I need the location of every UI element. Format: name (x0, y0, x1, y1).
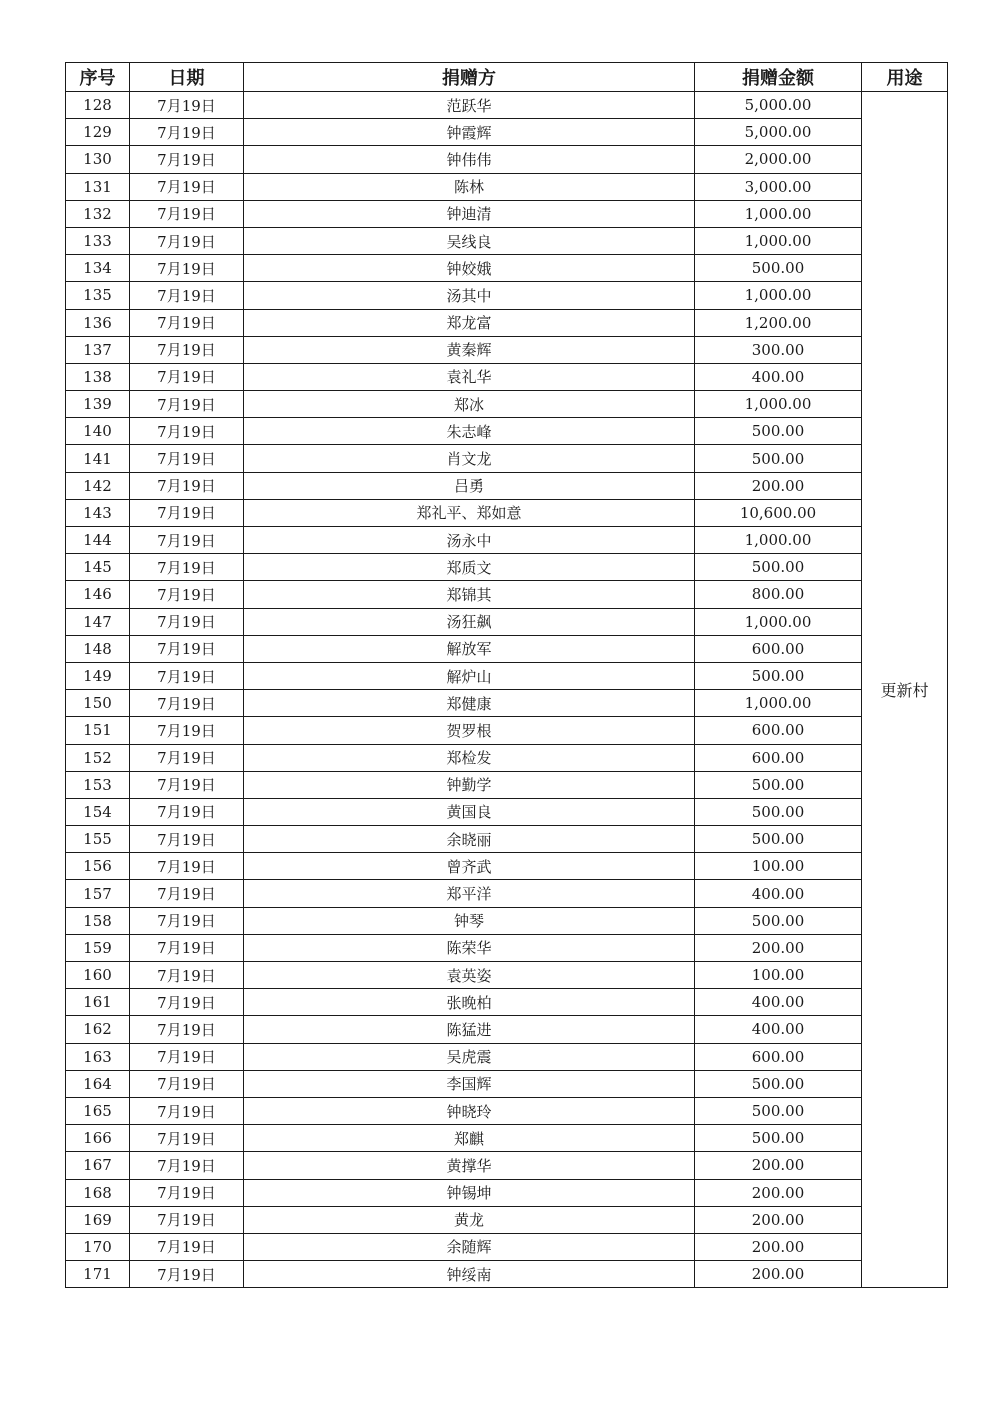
table-row (66, 92, 948, 119)
row-date-cell: 7月19日 (130, 309, 244, 336)
row-index-cell: 142 (66, 472, 130, 499)
row-donor-cell: 解炉山 (244, 662, 695, 689)
row-amount-cell: 500.00 (695, 771, 862, 798)
row-donor-cell: 钟霞辉 (244, 119, 695, 146)
row-index-cell: 144 (66, 527, 130, 554)
row-donor-cell: 余随辉 (244, 1233, 695, 1260)
row-index-cell: 136 (66, 309, 130, 336)
row-donor-cell: 钟迪清 (244, 200, 695, 227)
row-amount-cell: 1,000.00 (695, 690, 862, 717)
row-amount-cell: 100.00 (695, 962, 862, 989)
row-amount-cell: 100.00 (695, 853, 862, 880)
row-amount-cell: 200.00 (695, 1179, 862, 1206)
table-row (66, 418, 948, 445)
row-donor-cell: 黄秦辉 (244, 336, 695, 363)
row-amount-cell: 500.00 (695, 826, 862, 853)
row-index-cell: 145 (66, 554, 130, 581)
row-donor-cell: 郑锦其 (244, 581, 695, 608)
row-date-cell: 7月19日 (130, 1097, 244, 1124)
row-amount-cell: 200.00 (695, 934, 862, 961)
row-amount-cell: 10,600.00 (695, 499, 862, 526)
row-amount-cell: 600.00 (695, 635, 862, 662)
row-donor-cell: 汤其中 (244, 282, 695, 309)
row-index-cell: 135 (66, 282, 130, 309)
table-row (66, 744, 948, 771)
table-row (66, 119, 948, 146)
table-row (66, 445, 948, 472)
table-row (66, 1179, 948, 1206)
row-date-cell: 7月19日 (130, 1261, 244, 1288)
row-date-cell: 7月19日 (130, 1179, 244, 1206)
row-index-cell: 168 (66, 1179, 130, 1206)
table-row (66, 1097, 948, 1124)
row-index-cell: 158 (66, 907, 130, 934)
row-index-cell: 156 (66, 853, 130, 880)
row-donor-cell: 曾齐武 (244, 853, 695, 880)
row-date-cell: 7月19日 (130, 255, 244, 282)
row-donor-cell: 郑冰 (244, 391, 695, 418)
row-index-cell: 150 (66, 690, 130, 717)
row-donor-cell: 郑健康 (244, 690, 695, 717)
row-index-cell: 137 (66, 336, 130, 363)
row-date-cell: 7月19日 (130, 173, 244, 200)
row-donor-cell: 汤狂飙 (244, 608, 695, 635)
table-row (66, 662, 948, 689)
row-amount-cell: 500.00 (695, 445, 862, 472)
row-donor-cell: 吴虎震 (244, 1043, 695, 1070)
donation-table (65, 62, 948, 1288)
row-amount-cell: 500.00 (695, 255, 862, 282)
row-donor-cell: 钟勤学 (244, 771, 695, 798)
row-date-cell: 7月19日 (130, 608, 244, 635)
table-row (66, 1070, 948, 1097)
row-date-cell: 7月19日 (130, 92, 244, 119)
row-date-cell: 7月19日 (130, 934, 244, 961)
table-row (66, 989, 948, 1016)
row-date-cell: 7月19日 (130, 119, 244, 146)
row-donor-cell: 陈荣华 (244, 934, 695, 961)
table-row (66, 472, 948, 499)
table-row (66, 554, 948, 581)
table-row (66, 336, 948, 363)
row-amount-cell: 300.00 (695, 336, 862, 363)
table-row (66, 717, 948, 744)
row-index-cell: 130 (66, 146, 130, 173)
row-date-cell: 7月19日 (130, 853, 244, 880)
row-date-cell: 7月19日 (130, 146, 244, 173)
table-row (66, 527, 948, 554)
header-row (66, 63, 948, 92)
row-donor-cell: 范跃华 (244, 92, 695, 119)
row-donor-cell: 汤永中 (244, 527, 695, 554)
row-donor-cell: 黄国良 (244, 798, 695, 825)
row-index-cell: 160 (66, 962, 130, 989)
table-row (66, 146, 948, 173)
table-row (66, 1261, 948, 1288)
table-row (66, 907, 948, 934)
row-date-cell: 7月19日 (130, 527, 244, 554)
table-row (66, 880, 948, 907)
row-amount-cell: 400.00 (695, 880, 862, 907)
row-donor-cell: 钟伟伟 (244, 146, 695, 173)
row-donor-cell: 陈林 (244, 173, 695, 200)
row-index-cell: 143 (66, 499, 130, 526)
table-row (66, 826, 948, 853)
row-date-cell: 7月19日 (130, 1125, 244, 1152)
row-amount-cell: 3,000.00 (695, 173, 862, 200)
table-row (66, 581, 948, 608)
row-amount-cell: 1,000.00 (695, 282, 862, 309)
row-date-cell: 7月19日 (130, 554, 244, 581)
row-donor-cell: 郑质文 (244, 554, 695, 581)
row-date-cell: 7月19日 (130, 880, 244, 907)
table-row (66, 1206, 948, 1233)
row-index-cell: 146 (66, 581, 130, 608)
row-date-cell: 7月19日 (130, 826, 244, 853)
row-amount-cell: 500.00 (695, 798, 862, 825)
row-index-cell: 131 (66, 173, 130, 200)
row-donor-cell: 解放军 (244, 635, 695, 662)
table-row (66, 200, 948, 227)
row-donor-cell: 钟姣娥 (244, 255, 695, 282)
table-row (66, 934, 948, 961)
table-body (66, 92, 948, 1288)
row-date-cell: 7月19日 (130, 1016, 244, 1043)
row-donor-cell: 袁礼华 (244, 363, 695, 390)
row-date-cell: 7月19日 (130, 771, 244, 798)
row-date-cell: 7月19日 (130, 282, 244, 309)
row-donor-cell: 郑龙富 (244, 309, 695, 336)
row-index-cell: 159 (66, 934, 130, 961)
table-row (66, 635, 948, 662)
row-date-cell: 7月19日 (130, 472, 244, 499)
row-donor-cell: 黄龙 (244, 1206, 695, 1233)
row-date-cell: 7月19日 (130, 418, 244, 445)
row-donor-cell: 钟绥南 (244, 1261, 695, 1288)
table-row (66, 608, 948, 635)
row-date-cell: 7月19日 (130, 1070, 244, 1097)
row-amount-cell: 400.00 (695, 989, 862, 1016)
row-amount-cell: 1,000.00 (695, 608, 862, 635)
row-amount-cell: 1,200.00 (695, 309, 862, 336)
row-index-cell: 153 (66, 771, 130, 798)
row-donor-cell: 吴线良 (244, 227, 695, 254)
row-amount-cell: 1,000.00 (695, 200, 862, 227)
row-date-cell: 7月19日 (130, 717, 244, 744)
row-amount-cell: 500.00 (695, 418, 862, 445)
row-amount-cell: 400.00 (695, 1016, 862, 1043)
row-amount-cell: 500.00 (695, 1097, 862, 1124)
row-date-cell: 7月19日 (130, 200, 244, 227)
row-date-cell: 7月19日 (130, 1152, 244, 1179)
table-row (66, 391, 948, 418)
table-row (66, 798, 948, 825)
row-index-cell: 155 (66, 826, 130, 853)
table-header (66, 63, 948, 92)
row-amount-cell: 200.00 (695, 1152, 862, 1179)
row-date-cell: 7月19日 (130, 744, 244, 771)
row-date-cell: 7月19日 (130, 227, 244, 254)
table-row (66, 173, 948, 200)
row-index-cell: 171 (66, 1261, 130, 1288)
row-date-cell: 7月19日 (130, 363, 244, 390)
row-index-cell: 157 (66, 880, 130, 907)
row-date-cell: 7月19日 (130, 1233, 244, 1260)
row-amount-cell: 500.00 (695, 907, 862, 934)
row-donor-cell: 郑平洋 (244, 880, 695, 907)
header-donor: 捐赠方 (244, 63, 695, 92)
row-index-cell: 164 (66, 1070, 130, 1097)
row-donor-cell: 吕勇 (244, 472, 695, 499)
row-amount-cell: 500.00 (695, 554, 862, 581)
row-date-cell: 7月19日 (130, 907, 244, 934)
row-date-cell: 7月19日 (130, 962, 244, 989)
row-amount-cell: 200.00 (695, 1233, 862, 1260)
row-amount-cell: 600.00 (695, 1043, 862, 1070)
row-amount-cell: 1,000.00 (695, 527, 862, 554)
row-donor-cell: 钟琴 (244, 907, 695, 934)
row-date-cell: 7月19日 (130, 391, 244, 418)
row-date-cell: 7月19日 (130, 499, 244, 526)
row-donor-cell: 肖文龙 (244, 445, 695, 472)
table-row (66, 282, 948, 309)
row-index-cell: 139 (66, 391, 130, 418)
row-donor-cell: 黄撑华 (244, 1152, 695, 1179)
table-row (66, 1043, 948, 1070)
row-index-cell: 170 (66, 1233, 130, 1260)
row-date-cell: 7月19日 (130, 336, 244, 363)
row-amount-cell: 600.00 (695, 717, 862, 744)
row-index-cell: 141 (66, 445, 130, 472)
row-index-cell: 166 (66, 1125, 130, 1152)
row-amount-cell: 1,000.00 (695, 227, 862, 254)
row-index-cell: 167 (66, 1152, 130, 1179)
header-index: 序号 (66, 63, 130, 92)
row-index-cell: 147 (66, 608, 130, 635)
row-donor-cell: 郑检发 (244, 744, 695, 771)
row-index-cell: 134 (66, 255, 130, 282)
row-date-cell: 7月19日 (130, 989, 244, 1016)
row-amount-cell: 200.00 (695, 472, 862, 499)
table-row (66, 853, 948, 880)
row-index-cell: 163 (66, 1043, 130, 1070)
row-index-cell: 129 (66, 119, 130, 146)
row-index-cell: 138 (66, 363, 130, 390)
table-row (66, 1016, 948, 1043)
row-index-cell: 169 (66, 1206, 130, 1233)
row-date-cell: 7月19日 (130, 635, 244, 662)
row-index-cell: 149 (66, 662, 130, 689)
row-donor-cell: 张晚柏 (244, 989, 695, 1016)
row-date-cell: 7月19日 (130, 581, 244, 608)
row-index-cell: 161 (66, 989, 130, 1016)
row-index-cell: 152 (66, 744, 130, 771)
row-amount-cell: 500.00 (695, 662, 862, 689)
row-date-cell: 7月19日 (130, 798, 244, 825)
row-index-cell: 165 (66, 1097, 130, 1124)
row-donor-cell: 郑礼平、郑如意 (244, 499, 695, 526)
row-amount-cell: 2,000.00 (695, 146, 862, 173)
row-date-cell: 7月19日 (130, 1043, 244, 1070)
table-row (66, 309, 948, 336)
row-donor-cell: 朱志峰 (244, 418, 695, 445)
header-date: 日期 (130, 63, 244, 92)
row-date-cell: 7月19日 (130, 662, 244, 689)
row-amount-cell: 800.00 (695, 581, 862, 608)
row-donor-cell: 袁英姿 (244, 962, 695, 989)
row-amount-cell: 5,000.00 (695, 92, 862, 119)
row-index-cell: 128 (66, 92, 130, 119)
row-date-cell: 7月19日 (130, 445, 244, 472)
row-index-cell: 151 (66, 717, 130, 744)
table-row (66, 363, 948, 390)
row-donor-cell: 余晓丽 (244, 826, 695, 853)
table-row (66, 227, 948, 254)
row-index-cell: 132 (66, 200, 130, 227)
table-row (66, 1233, 948, 1260)
row-index-cell: 140 (66, 418, 130, 445)
row-donor-cell: 李国辉 (244, 1070, 695, 1097)
row-index-cell: 133 (66, 227, 130, 254)
row-date-cell: 7月19日 (130, 1206, 244, 1233)
row-amount-cell: 500.00 (695, 1125, 862, 1152)
table-row (66, 1152, 948, 1179)
row-date-cell: 7月19日 (130, 690, 244, 717)
row-index-cell: 162 (66, 1016, 130, 1043)
table-row (66, 962, 948, 989)
row-amount-cell: 200.00 (695, 1206, 862, 1233)
row-amount-cell: 500.00 (695, 1070, 862, 1097)
row-amount-cell: 200.00 (695, 1261, 862, 1288)
row-donor-cell: 郑麒 (244, 1125, 695, 1152)
row-amount-cell: 1,000.00 (695, 391, 862, 418)
row-amount-cell: 400.00 (695, 363, 862, 390)
table-row (66, 690, 948, 717)
row-donor-cell: 贺罗根 (244, 717, 695, 744)
row-amount-cell: 600.00 (695, 744, 862, 771)
row-amount-cell: 5,000.00 (695, 119, 862, 146)
row-donor-cell: 陈猛进 (244, 1016, 695, 1043)
table-row (66, 499, 948, 526)
purpose-cell: 更新村 (862, 92, 948, 1288)
row-donor-cell: 钟晓玲 (244, 1097, 695, 1124)
table-row (66, 255, 948, 282)
row-donor-cell: 钟锡坤 (244, 1179, 695, 1206)
header-purpose: 用途 (862, 63, 948, 92)
row-index-cell: 148 (66, 635, 130, 662)
table-row (66, 771, 948, 798)
table-row (66, 1125, 948, 1152)
row-index-cell: 154 (66, 798, 130, 825)
header-amount: 捐赠金额 (695, 63, 862, 92)
